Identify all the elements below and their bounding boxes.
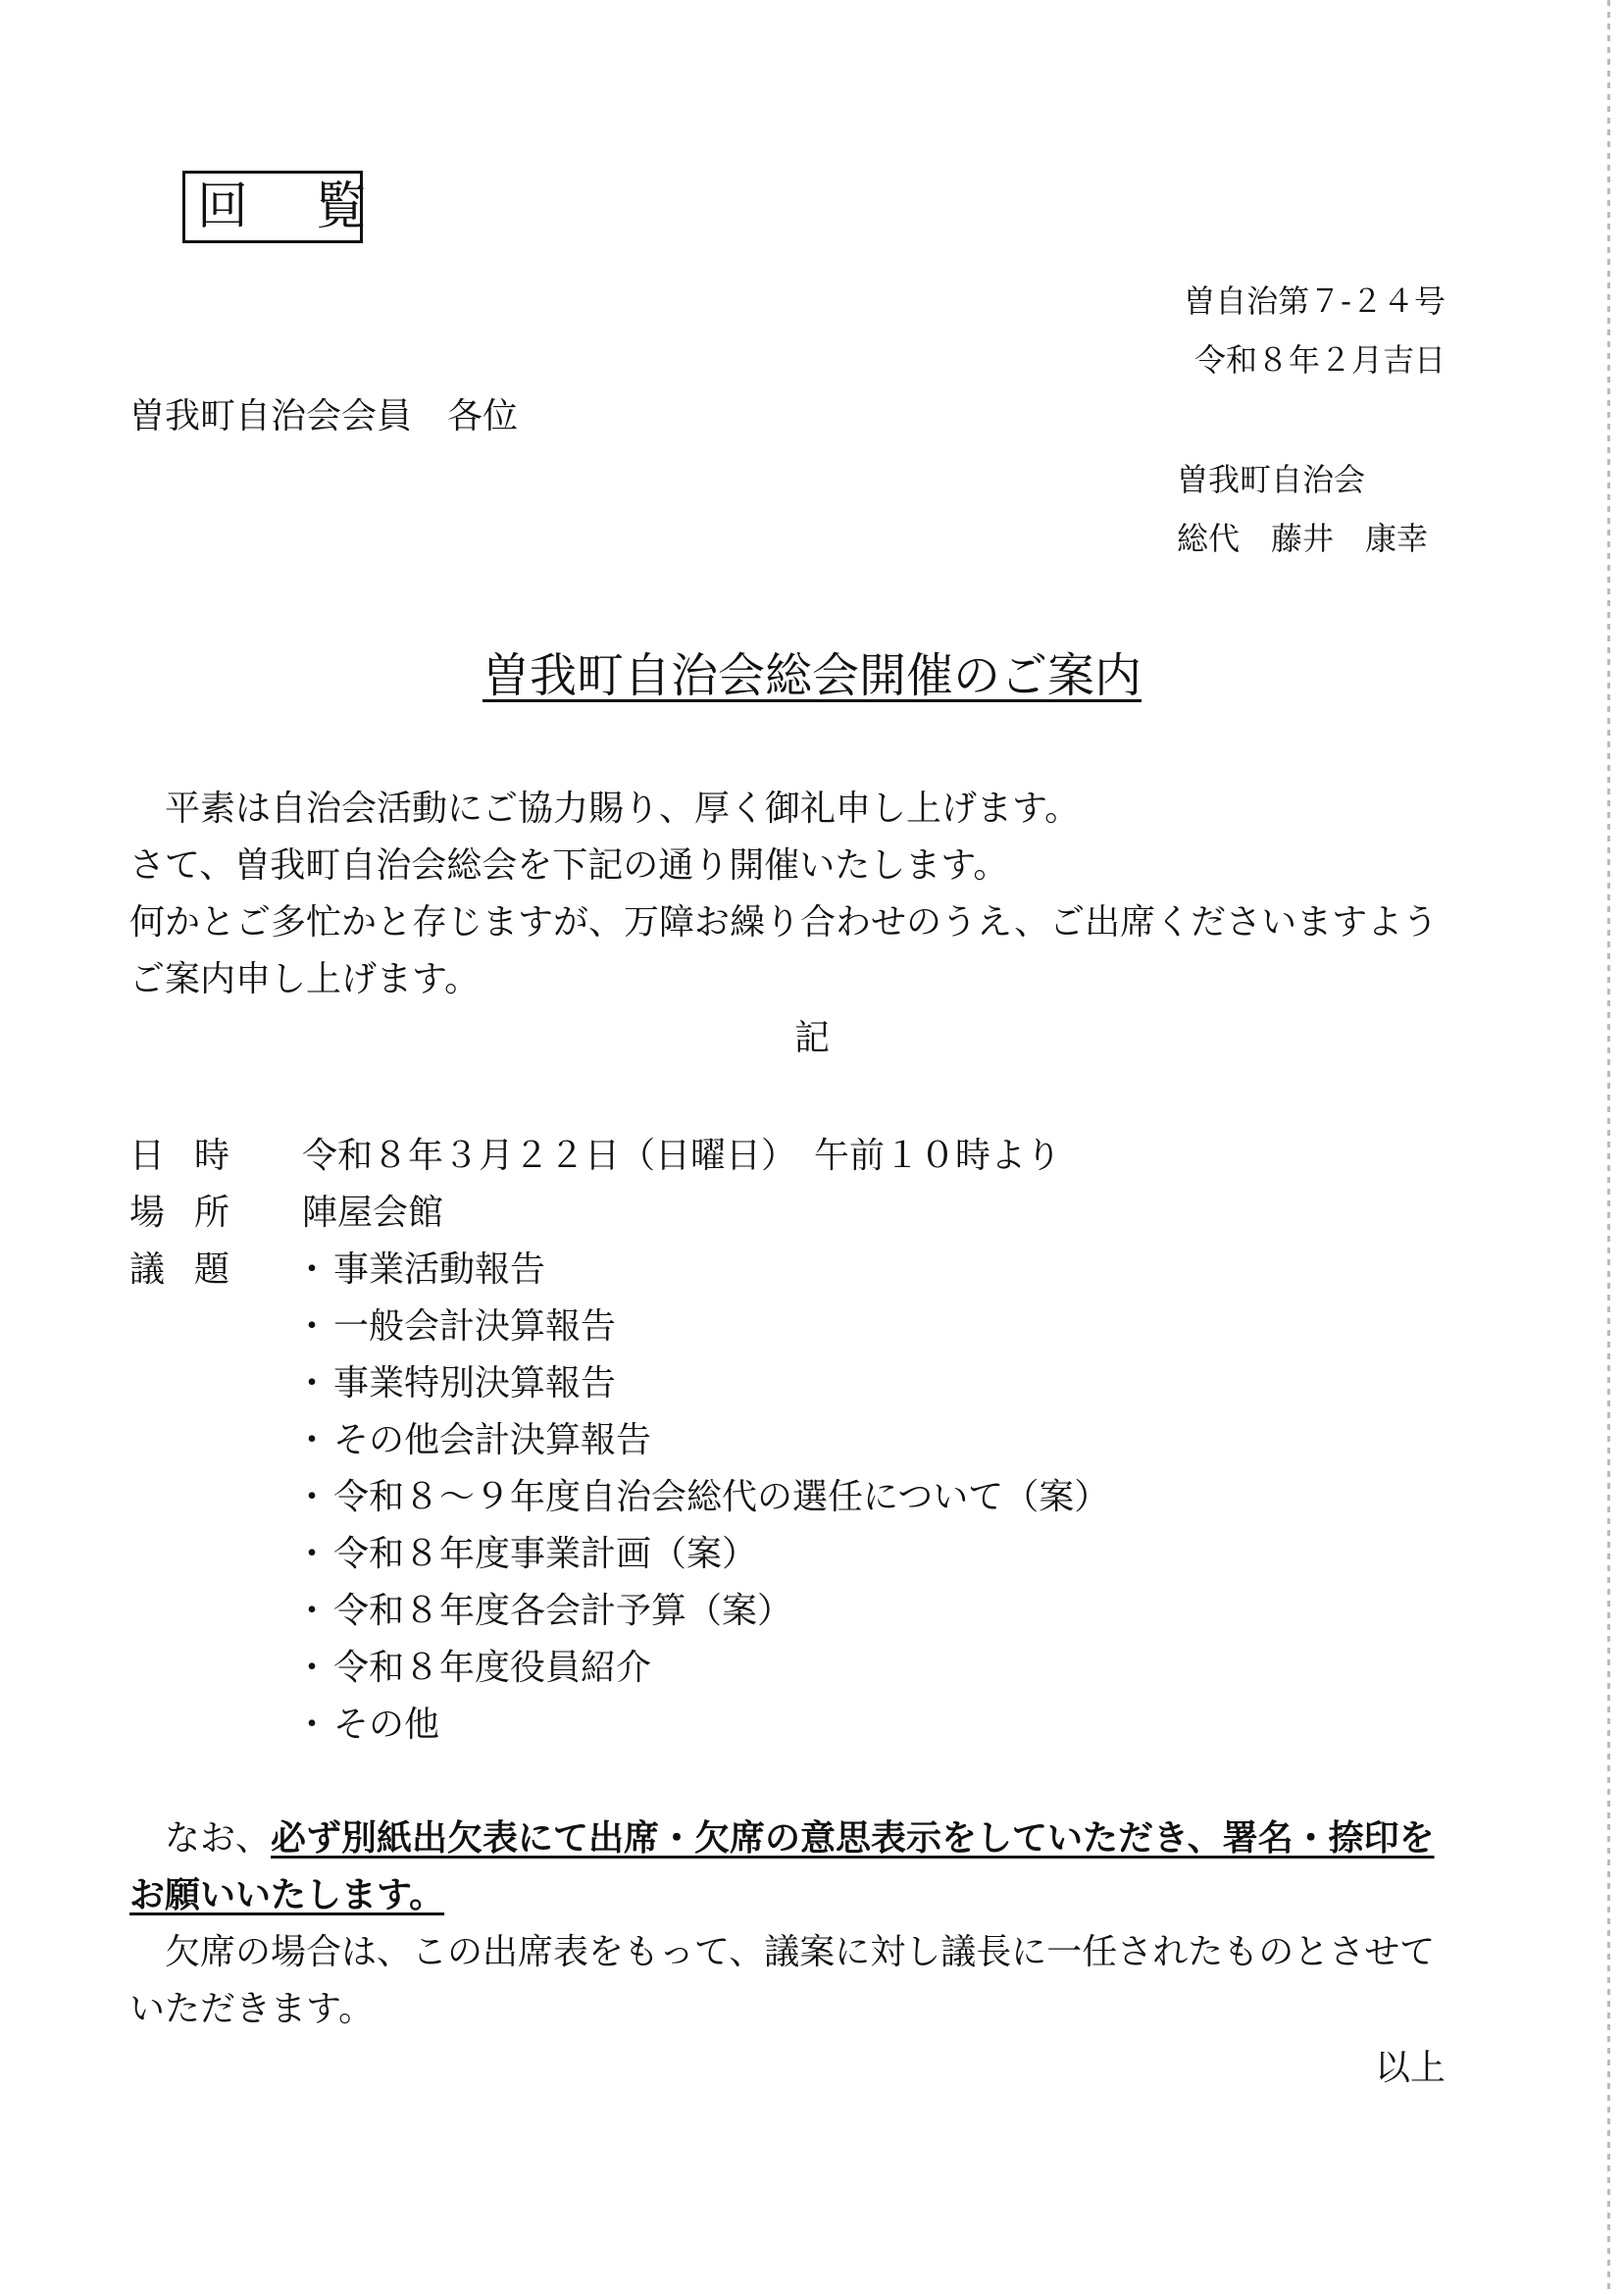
datetime-label: 日時 — [129, 1136, 260, 1176]
intro-line-1: 平素は自治会活動にご協力賜り、厚く御礼申し上げます。 — [129, 789, 1081, 829]
agenda-item-text: 事業活動報告 — [333, 1249, 546, 1290]
agenda-item — [294, 1242, 545, 1292]
document-title: 曽我町自治会総会開催のご案内 — [482, 648, 1142, 703]
bullet: ・ — [294, 1591, 330, 1631]
bullet: ・ — [294, 1705, 330, 1745]
bullet: ・ — [294, 1648, 330, 1688]
document-date: 令和８年２月吉日 — [1193, 341, 1446, 379]
note-emphasis: お願いいたします。 — [129, 1874, 445, 1915]
datetime-value: 令和８年３月２２日（日曜日） 午前１０時より — [302, 1136, 1062, 1176]
agenda-item — [294, 1697, 439, 1747]
closing-text: 以上 — [1374, 2048, 1446, 2088]
agenda-item — [294, 1640, 651, 1690]
sender-organization: 曽我町自治会 — [1177, 461, 1366, 498]
agenda-item — [294, 1299, 616, 1349]
note-line-2 — [129, 1867, 444, 1917]
note-prefix: なお、 — [129, 1818, 272, 1859]
agenda-item-text: 令和８年度各会計予算（案） — [333, 1591, 793, 1631]
agenda-item — [294, 1469, 1109, 1519]
intro-line-2: さて、曽我町自治会総会を下記の通り開催いたします。 — [129, 845, 1009, 886]
agenda-item — [294, 1355, 616, 1405]
circulation-stamp: 回 覧 — [182, 171, 363, 243]
agenda-item-text: 令和８～９年度自治会総代の選任について（案） — [333, 1477, 1110, 1517]
agenda-item-text: その他会計決算報告 — [333, 1420, 652, 1460]
note-line-4: いただきます。 — [129, 1989, 375, 2029]
agenda-item-text: その他 — [333, 1705, 440, 1745]
agenda-item — [294, 1583, 792, 1633]
agenda-item-text: 令和８年度事業計画（案） — [333, 1534, 758, 1574]
bullet: ・ — [294, 1363, 330, 1403]
document-number: 曽自治第７-２４号 — [1184, 282, 1446, 320]
sender-representative: 総代 藤井 康幸 — [1177, 520, 1429, 557]
addressee: 曽我町自治会会員 各位 — [129, 396, 519, 436]
bullet: ・ — [294, 1534, 330, 1574]
agenda-item-text: 事業特別決算報告 — [333, 1363, 617, 1403]
intro-line-4: ご案内申し上げます。 — [129, 959, 481, 999]
bullet: ・ — [294, 1249, 330, 1290]
intro-line-3: 何かとご多忙かと存じますが、万障お繰り合わせのうえ、ご出席くださいますよう — [129, 902, 1439, 943]
agenda-item-text: 一般会計決算報告 — [333, 1306, 617, 1347]
agenda-label: 議題 — [129, 1249, 260, 1290]
note-line-3: 欠席の場合は、この出席表をもって、議案に対し議長に一任されたものとさせて — [129, 1932, 1436, 1972]
agenda-item-text: 令和８年度役員紹介 — [333, 1648, 652, 1688]
note-emphasis: 必ず別紙出欠表にて出席・欠席の意思表示をしていただき、署名・捺印を — [271, 1817, 1435, 1859]
agenda-item — [294, 1526, 757, 1576]
bullet: ・ — [294, 1477, 330, 1517]
bullet: ・ — [294, 1306, 330, 1347]
place-label: 場所 — [129, 1193, 260, 1233]
place-value: 陣屋会館 — [302, 1193, 444, 1233]
note-line-1 — [129, 1810, 1435, 1861]
ki-heading: 記 — [793, 1018, 830, 1058]
scan-edge-mark — [1607, 0, 1610, 2294]
bullet: ・ — [294, 1420, 330, 1460]
agenda-item — [294, 1412, 651, 1462]
